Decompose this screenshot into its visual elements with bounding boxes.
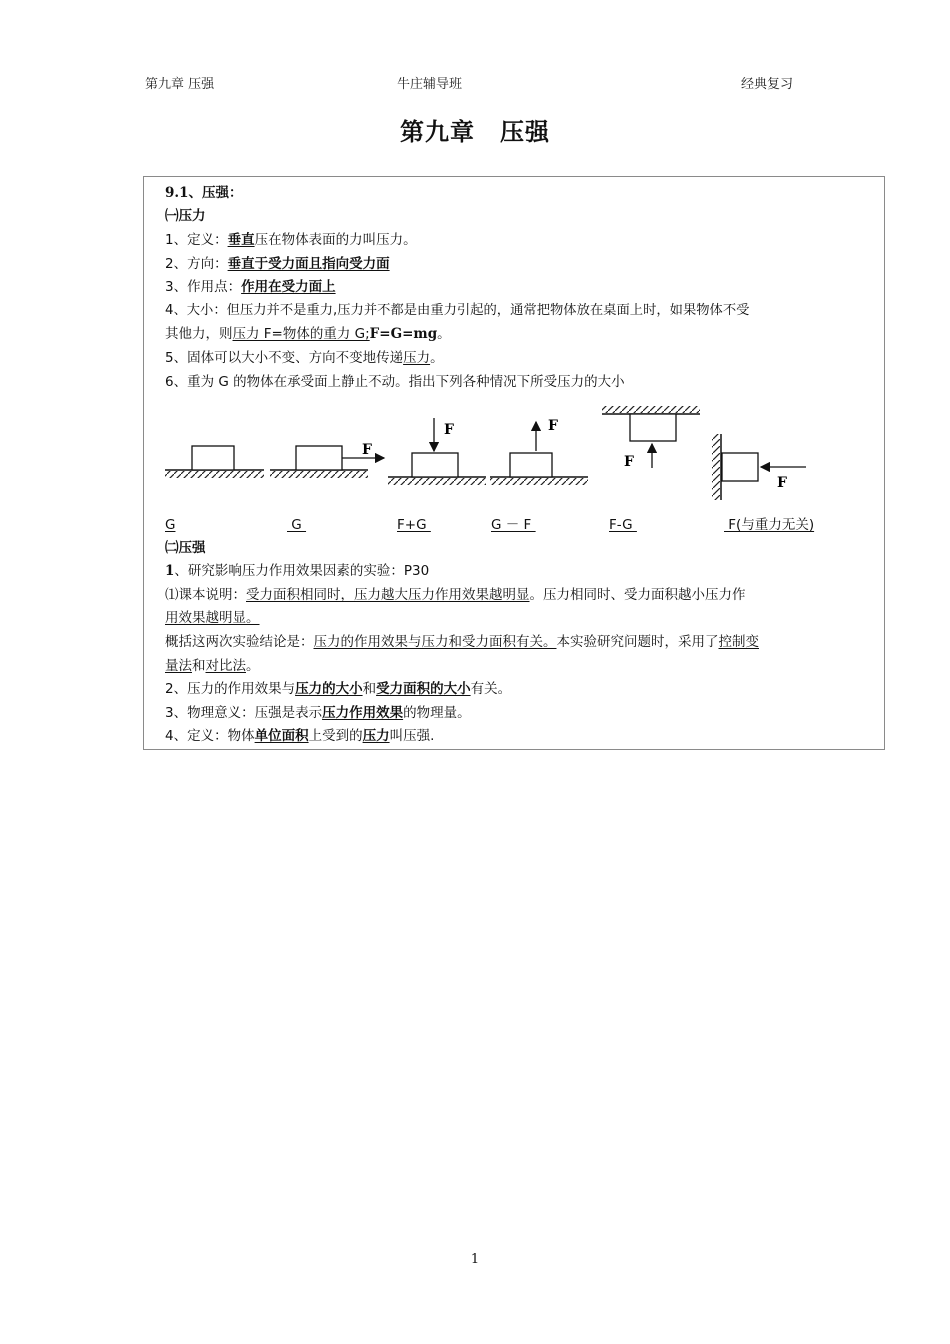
item-1-definition: 1、定义：垂直压在物体表面的力叫压力。 xyxy=(165,232,417,248)
pressure-item-2: 2、压力的作用效果与压力的大小和受力面积的大小有关。 xyxy=(165,681,512,697)
answer-4: G － F xyxy=(491,517,536,533)
diagram-block-downward-force xyxy=(388,418,486,485)
label-f: F xyxy=(777,475,787,491)
item-2-direction: 2、方向：垂直于受力面且指向受力面 xyxy=(165,256,390,272)
page-title: 第九章 压强 xyxy=(400,118,550,146)
section-heading: 9.1、压强： xyxy=(165,185,243,201)
diagram-block-ceiling xyxy=(602,406,700,470)
item-5-transmit: 5、固体可以大小不变、方向不变地传递压力。 xyxy=(165,350,444,366)
diagram-block-upward-force xyxy=(490,418,588,485)
diagram-block-wall xyxy=(712,434,806,500)
pressure-item-1: 1、研究影响压力作用效果因素的实验：P30 xyxy=(165,563,430,579)
header-right: 经典复习 xyxy=(741,77,794,92)
label-f: F xyxy=(444,422,454,438)
label-f: F xyxy=(548,418,558,434)
pressure-item-1b-line1: 概括这两次实验结论是：压力的作用效果与压力和受力面积有关。本实验研究问题时，采用了控制变 xyxy=(165,634,759,650)
answer-3: F+G xyxy=(397,517,431,533)
subheading-pressure: ㈡压强 xyxy=(165,540,206,556)
force-diagrams xyxy=(160,404,820,508)
answer-6: F(与重力无关) xyxy=(724,517,815,533)
answer-1: G xyxy=(165,517,176,533)
diagram-block-horizontal-force xyxy=(270,442,384,478)
item-3-point: 3、作用点：作用在受力面上 xyxy=(165,279,336,295)
header-center: 牛庄辅导班 xyxy=(397,77,463,92)
pressure-item-1a-line2: 用效果越明显。 xyxy=(165,610,260,626)
diagram-block-on-ground xyxy=(165,446,264,478)
answer-5: F-G xyxy=(609,517,637,533)
label-f: F xyxy=(624,454,634,470)
header-left: 第九章 压强 xyxy=(145,77,215,92)
subheading-pressure-force: ㈠压力 xyxy=(165,208,206,224)
pressure-item-3: 3、物理意义：压强是表示压力作用效果的物理量。 xyxy=(165,705,471,721)
pressure-item-4: 4、定义：物体单位面积上受到的压力叫压强. xyxy=(165,728,435,744)
item-4-magnitude-line2: 其他力，则压力 F=物体的重力 G;F=G=mg。 xyxy=(165,326,451,342)
page-number: 1 xyxy=(470,1252,480,1267)
answer-2: G xyxy=(287,517,307,533)
pressure-item-1a-line1: ⑴课本说明：受力面积相同时，压力越大压力作用效果越明显。压力相同时、受力面积越小压力作 xyxy=(165,587,746,603)
item-4-magnitude-line1: 4、大小：但压力并不是重力,压力并不都是由重力引起的，通常把物体放在桌面上时，如果物体不受 xyxy=(165,303,750,318)
label-f: F xyxy=(362,442,372,458)
pressure-item-1b-line2: 量法和对比法。 xyxy=(165,658,260,674)
item-6-question: 6、重为 G 的物体在承受面上静止不动。指出下列各种情况下所受压力的大小 xyxy=(165,374,625,390)
